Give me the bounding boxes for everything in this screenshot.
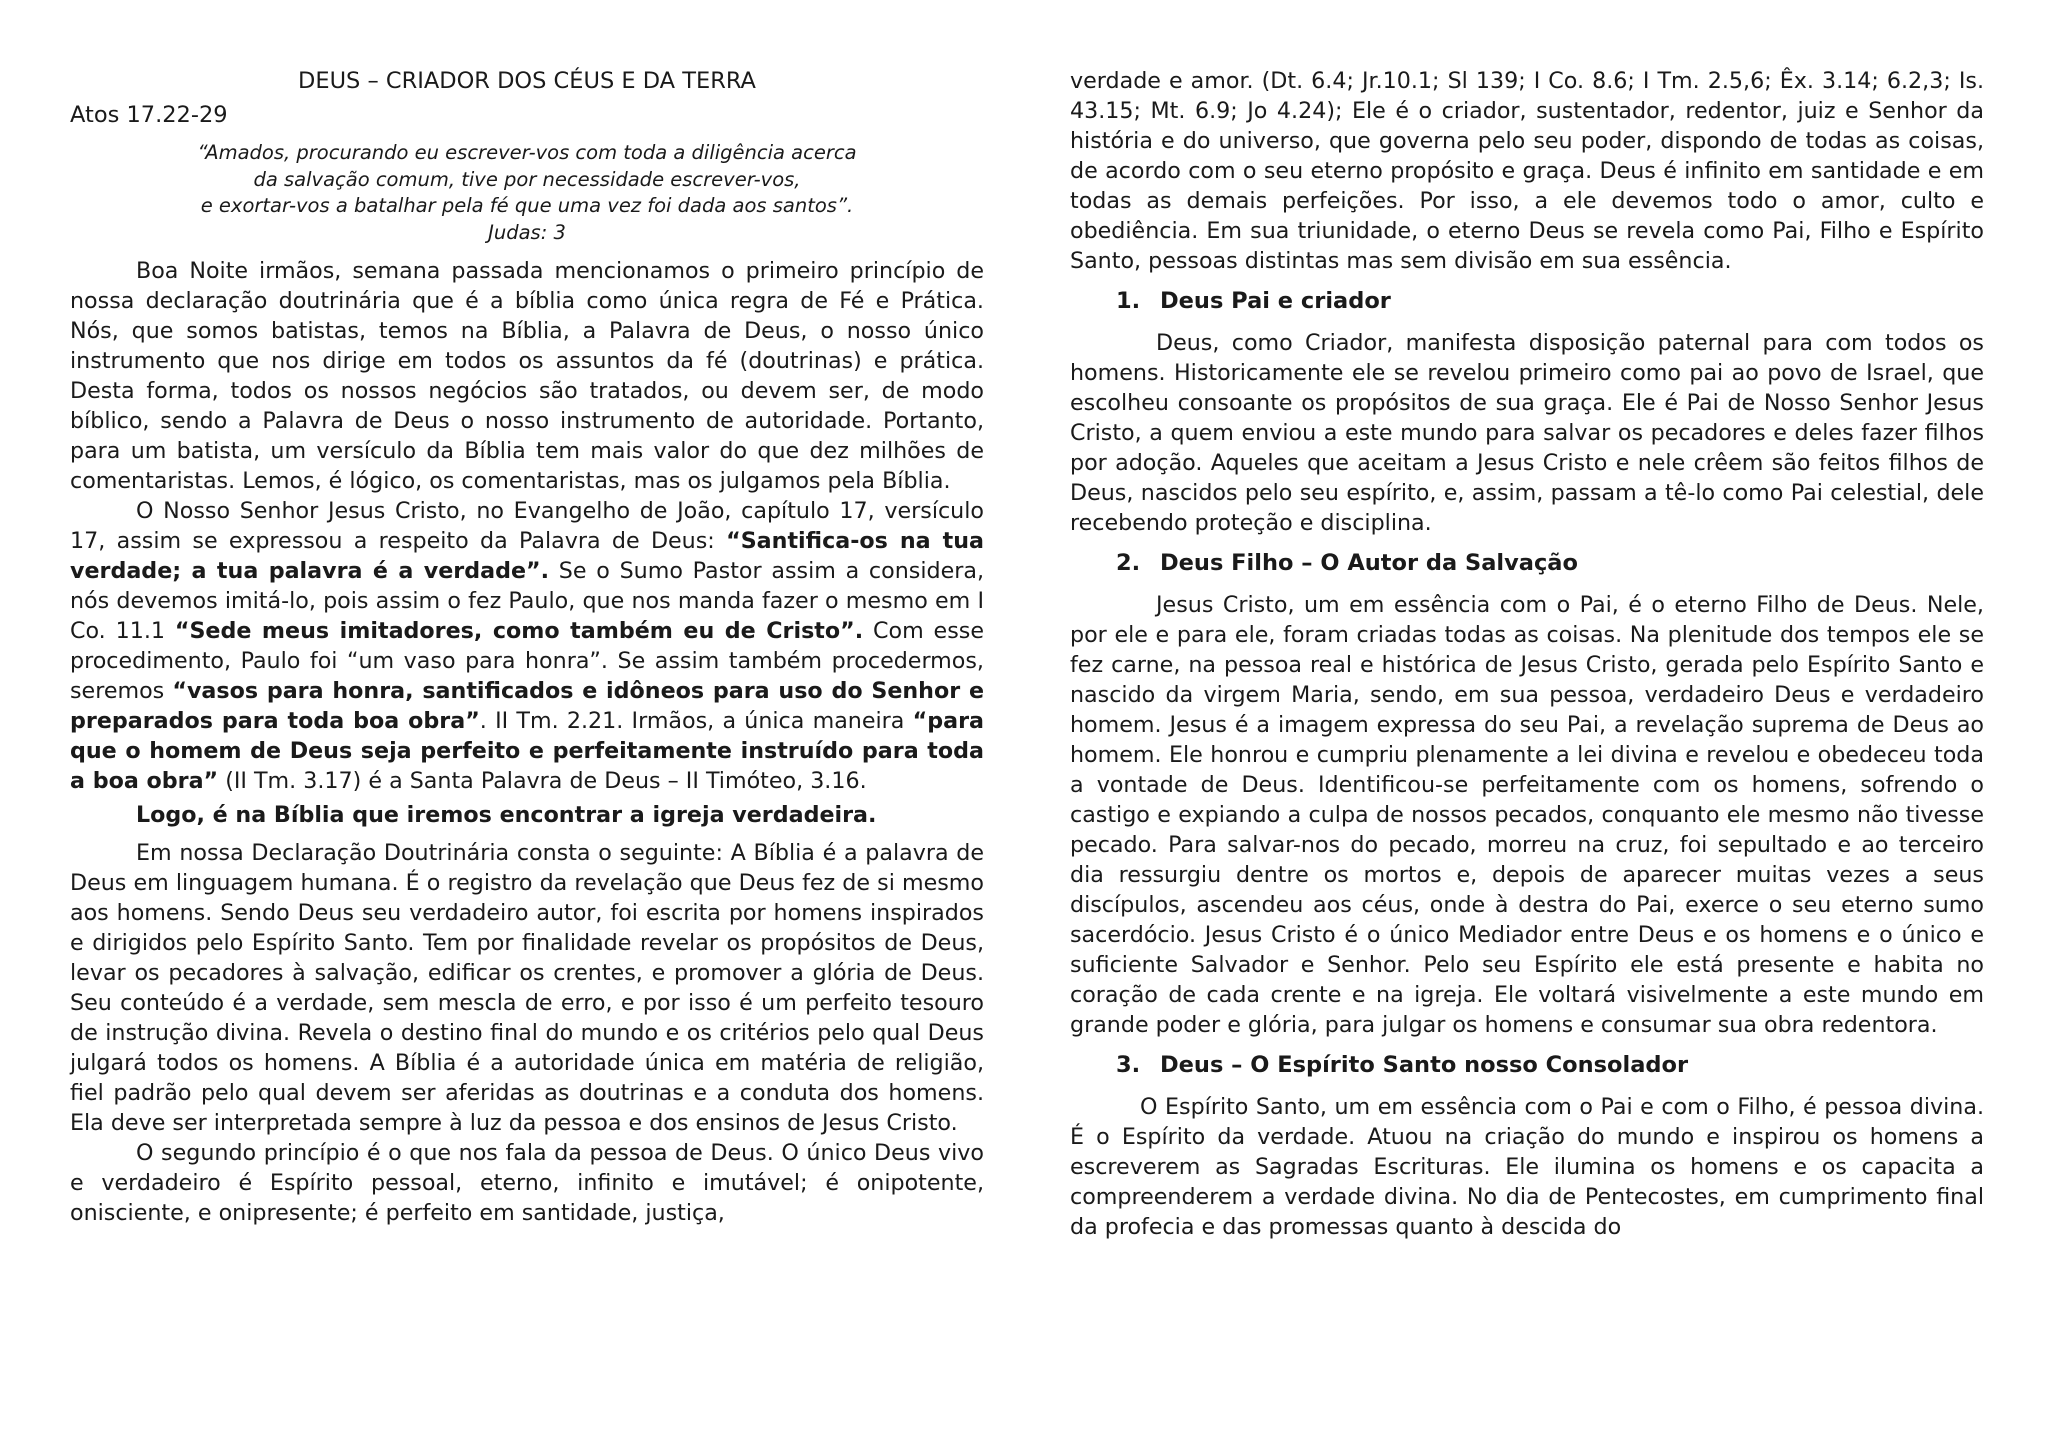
epigraph-line: e exortar-vos a batalhar pela fé que uma vez foi dada aos santos”. [200,194,854,217]
section-heading [1070,1050,1984,1080]
bold-quote: “Santifica-os na tua verdade; a tua palavra é a verdade”. [70,528,984,584]
paragraph: Boa Noite irmãos, semana passada mencionamos o primeiro princípio de nossa declaração doutrinária que é a bíblia como única regra de Fé e Prática. Nós, que somos batistas, temos na Bíblia, a Palavra de Deus, o nosso único instrumento que nos dirige em todos os assuntos da fé (doutrinas) e prática. Desta forma, todos os nossos negócios são tratados, ou devem ser, de modo bíblico, sendo a Palavra de Deus o nosso instrumento de autoridade. Portanto, para um batista, um versículo da Bíblia tem mais valor do que dez milhões de comentaristas. Lemos, é lógico, os comentaristas, mas os julgamos pela Bíblia. [70,258,984,494]
bold-quote: “para que o homem de Deus seja perfeito e perfeitamente instruído para toda a boa obra” [70,708,984,794]
epigraph-line: da salvação comum, tive por necessidade escrever-vos, [253,167,801,191]
section-heading [1070,548,1984,578]
section-title: Deus – O Espírito Santo nosso Consolador [1160,1052,1689,1078]
section-number: 3. [1116,1052,1141,1078]
paragraph [70,496,984,796]
left-column [70,66,984,1228]
text-run: O Nosso Senhor Jesus Cristo, no Evangelho de João, capítulo 17, versículo 17, assim se expressou a respeito da Palavra de Deus: [70,498,984,554]
section-number: 2. [1116,550,1141,576]
bold-quote: “vasos para honra, santificados e idôneos para uso do Senhor e preparados para toda boa obra” [70,678,984,734]
epigraph-line: “Amados, procurando eu escrever-vos com toda a diligência acerca [197,141,857,164]
text-run: Se o Sumo Pastor assim a considera, nós devemos imitá-lo, pois assim o fez Paulo, que nos manda fazer o mesmo em I Co. 11.1 [70,558,984,644]
paragraph: Em nossa Declaração Doutrinária consta o seguinte: A Bíblia é a palavra de Deus em linguagem humana. É o registro da revelação que Deus fez de si mesmo aos homens. Sendo Deus seu verdadeiro autor, foi escrita por homens inspirados e dirigidos pelo Espírito Santo. Tem por finalidade revelar os propósitos de Deus, levar os pecadores à salvação, edificar os crentes, e promover a glória de Deus. Seu conteúdo é a verdade, sem mescla de erro, e por isso é um perfeito tesouro de instrução divina. Revela o destino final do mundo e os critérios pelo qual Deus julgará todos os homens. A Bíblia é a autoridade única em matéria de religião, fiel padrão pelo qual devem ser aferidas as doutrinas e a conduta dos homens. Ela deve ser interpretada sempre à luz da pessoa e dos ensinos de Jesus Cristo. [70,840,984,1136]
right-column [1070,66,1984,1242]
paragraph: O segundo princípio é o que nos fala da pessoa de Deus. O único Deus vivo e verdadeiro é Espírito pessoal, eterno, infinito e imutável; é onipotente, onisciente, e onipresente; é perfeito em santidade, justiça, [70,1140,984,1226]
document-title: DEUS – CRIADOR DOS CÉUS E DA TERRA [298,68,756,94]
emphasis-statement: Logo, é na Bíblia que iremos encontrar a igreja verdadeira. [136,802,877,828]
scripture-reference: Atos 17.22-29 [70,102,228,128]
section-title: Deus Filho – O Autor da Salvação [1160,550,1578,576]
bold-quote: “Sede meus imitadores, como também eu de Cristo”. [174,618,864,644]
section-title: Deus Pai e criador [1160,288,1391,314]
text-run: . II Tm. 2.21. Irmãos, a única maneira [479,708,913,734]
section-heading [1070,286,1984,316]
text-run: (II Tm. 3.17) é a Santa Palavra de Deus – II Timóteo, 3.16. [218,768,867,794]
epigraph [70,140,984,246]
paragraph: verdade e amor. (Dt. 6.4; Jr.10.1; Sl 139; I Co. 8.6; I Tm. 2.5,6; Êx. 3.14; 6.2,3; Is. 43.15; Mt. 6.9; Jo 4.24); Ele é o criador, sustentador, redentor, juiz e Senhor da história e do universo, que governa pelo seu poder, dispondo de todas as coisas, de acordo com o seu eterno propósito e graça. Deus é infinito em santidade e em todas as demais perfeições. Por isso, a ele devemos todo o amor, culto e obediência. Em sua triunidade, o eterno Deus se revela como Pai, Filho e Espírito Santo, pessoas distintas mas sem divisão em sua essência. [1070,68,1984,274]
epigraph-source: Judas: 3 [488,220,566,244]
section-number: 1. [1116,288,1141,314]
text-run: Com esse procedimento, Paulo foi “um vaso para honra”. Se assim também procedermos, seremos [70,618,984,704]
paragraph: O Espírito Santo, um em essência com o Pai e com o Filho, é pessoa divina. É o Espírito da verdade. Atuou na criação do mundo e inspirou os homens a escreverem as Sagradas Escrituras. Ele ilumina os homens e os capacita a compreenderem a verdade divina. No dia de Pentecostes, em cumprimento final da profecia e das promessas quanto à descida do [1070,1094,1984,1240]
paragraph: Jesus Cristo, um em essência com o Pai, é o eterno Filho de Deus. Nele, por ele e para ele, foram criadas todas as coisas. Na plenitude dos tempos ele se fez carne, na pessoa real e histórica de Jesus Cristo, gerada pelo Espírito Santo e nascido da virgem Maria, sendo, em sua pessoa, verdadeiro Deus e verdadeiro homem. Jesus é a imagem expressa do seu Pai, a revelação suprema de Deus ao homem. Ele honrou e cumpriu plenamente a lei divina e revelou e obedeceu toda a vontade de Deus. Identificou-se perfeitamente com os homens, sofrendo o castigo e expiando a culpa de nossos pecados, conquanto ele mesmo não tivesse pecado. Para salvar-nos do pecado, morreu na cruz, foi sepultado e ao terceiro dia ressurgiu dentre os mortos e, depois de aparecer muitas vezes a seus discípulos, ascendeu aos céus, onde à destra do Pai, exerce o seu eterno sumo sacerdócio. Jesus Cristo é o único Mediador entre Deus e os homens e o único e suficiente Salvador e Senhor. Pelo seu Espírito ele está presente e habita no coração de cada crente e na igreja. Ele voltará visivelmente a este mundo em grande poder e glória, para julgar os homens e consumar sua obra redentora. [1070,592,1984,1038]
paragraph: Deus, como Criador, manifesta disposição paternal para com todos os homens. Historicamente ele se revelou primeiro como pai ao povo de Israel, que escolheu consoante os propósitos de sua graça. Ele é Pai de Nosso Senhor Jesus Cristo, a quem enviou a este mundo para salvar os pecadores e deles fazer filhos por adoção. Aqueles que aceitam a Jesus Cristo e nele crêem são feitos filhos de Deus, nascidos pelo seu espírito, e, assim, passam a tê-lo como Pai celestial, dele recebendo proteção e disciplina. [1070,330,1984,536]
